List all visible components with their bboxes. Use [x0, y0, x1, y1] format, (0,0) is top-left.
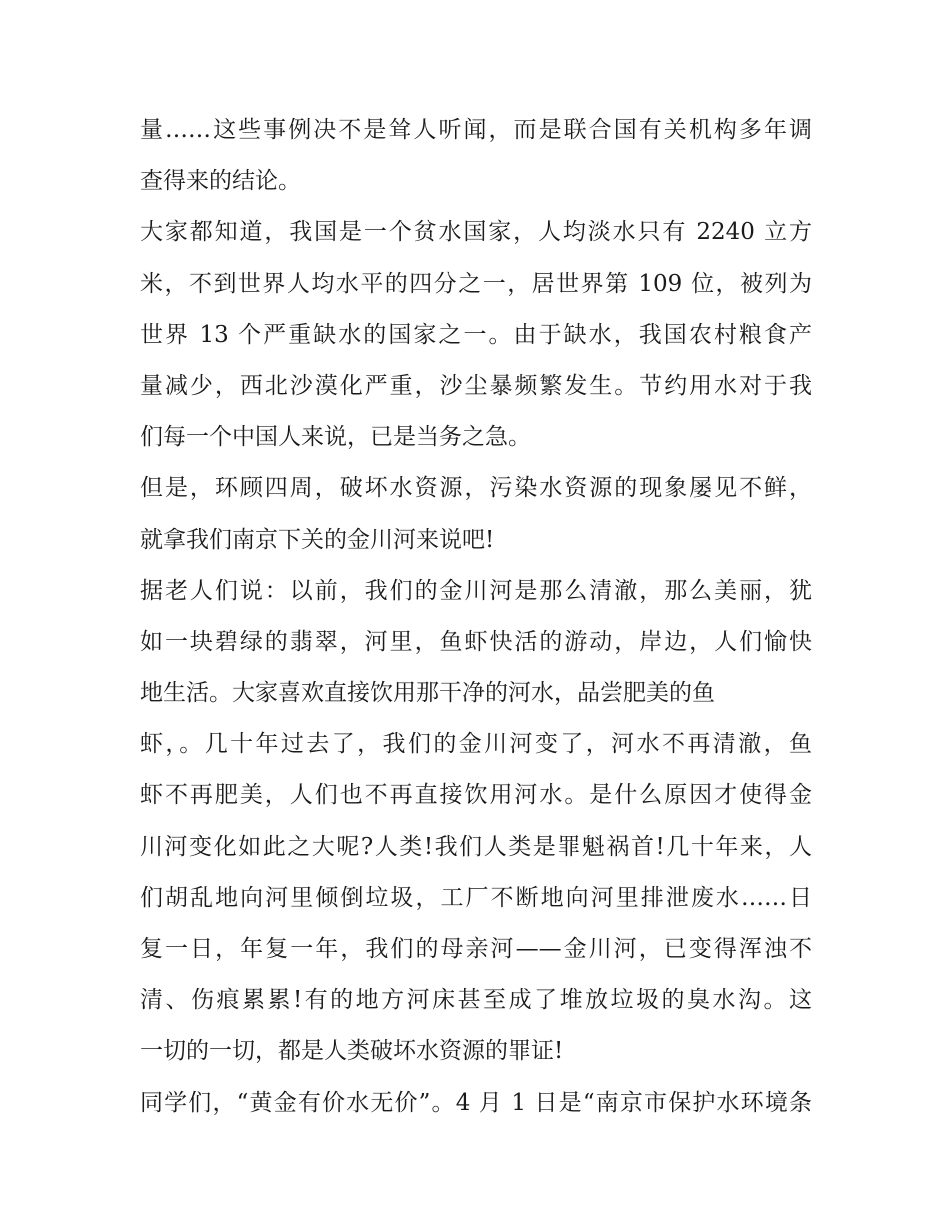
text-line-6: 量减少，西北沙漠化严重，沙尘暴频繁发生。节约用水对于我 [140, 372, 812, 399]
text-line-19: 一切的一切，都是人类破坏水资源的罪证! [140, 1038, 564, 1065]
text-line-17: 复一日，年复一年，我们的母亲河——金川河，已变得浑浊不 [140, 936, 812, 962]
text-line-10: 据老人们说：以前，我们的金川河是那么清澈，那么美丽，犹 [140, 577, 812, 604]
text-line-20: 同学们，“黄金有价水无价”。4 月 1 日是“南京市保护水环境条 [140, 1089, 812, 1116]
text-line-7: 们每一个中国人来说，已是当务之急。 [140, 424, 531, 451]
text-line-8: 但是，环顾四周，破坏水资源，污染水资源的现象屡见不鲜， [140, 475, 812, 502]
text-line-3: 大家都知道，我国是一个贫水国家，人均淡水只有 2240 立方 [140, 219, 812, 246]
text-line-15: 川河变化如此之大呢?人类!我们人类是罪魁祸首!几十年来，人 [140, 833, 812, 860]
text-line-9: 就拿我们南京下关的金川河来说吧! [140, 526, 495, 553]
text-line-12: 地生活。大家喜欢直接饮用那干净的河水，品尝肥美的鱼 [140, 680, 715, 707]
text-line-4: 米，不到世界人均水平的四分之一，居世界第 109 位，被列为 [140, 270, 812, 297]
text-line-11: 如一块碧绿的翡翠，河里，鱼虾快活的游动，岸边，人们愉快 [140, 628, 812, 655]
text-line-5: 世界 13 个严重缺水的国家之一。由于缺水，我国农村粮食产 [140, 321, 812, 348]
text-line-14: 虾不再肥美，人们也不再直接饮用河水。是什么原因才使得金 [140, 782, 812, 809]
text-line-18: 清、伤痕累累!有的地方河床甚至成了堆放垃圾的臭水沟。这 [140, 987, 812, 1014]
text-line-1: 量……这些事例决不是耸人听闻，而是联合国有关机构多年调 [140, 117, 812, 143]
text-line-16: 们胡乱地向河里倾倒垃圾，工厂不断地向河里排泄废水……日 [140, 884, 812, 911]
text-line-2: 查得来的结论。 [140, 168, 301, 195]
body-text [140, 105, 812, 1129]
text-line-13: 虾，。几十年过去了，我们的金川河变了，河水不再清澈，鱼 [140, 731, 812, 758]
